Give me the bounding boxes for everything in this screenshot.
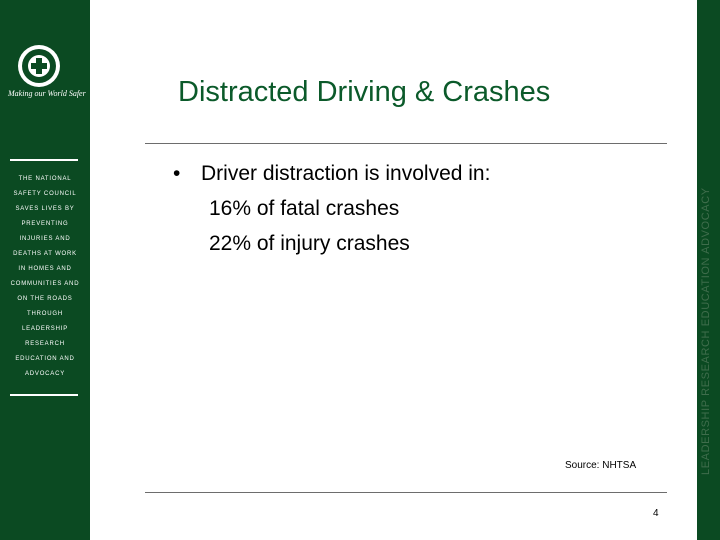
- vertical-tagline: LEADERSHIP RESEARCH EDUCATION ADVOCACY: [700, 187, 712, 475]
- footer-rule: [145, 492, 667, 493]
- sub-item-injury: 22% of injury crashes: [209, 232, 410, 255]
- bullet-dot-icon: •: [173, 162, 181, 185]
- mission-line: ON THE ROADS: [17, 296, 73, 302]
- mission-line: INJURIES AND: [19, 236, 71, 242]
- sidebar-divider-top: [10, 159, 78, 161]
- sub-item-fatal: 16% of fatal crashes: [209, 197, 400, 220]
- mission-line: PREVENTING: [21, 221, 69, 227]
- mission-line: SAFETY COUNCIL: [13, 191, 77, 197]
- mission-line: ADVOCACY: [24, 371, 66, 377]
- mission-line: EDUCATION AND: [15, 356, 75, 362]
- mission-line: SAVES LIVES BY: [15, 206, 75, 212]
- nsc-logo: [18, 45, 74, 87]
- bullet-item: [173, 162, 490, 186]
- page-number: 4: [653, 508, 659, 519]
- mission-line: THROUGH: [27, 311, 63, 317]
- nsc-seal-icon: [18, 45, 60, 87]
- slide-title: Distracted Driving & Crashes: [178, 76, 551, 108]
- tagline: Making our World Safer: [8, 89, 86, 98]
- bullet-text: Driver distraction is involved in:: [201, 162, 491, 185]
- mission-line: DEATHS AT WORK: [13, 251, 77, 257]
- mission-line: COMMUNITIES AND: [10, 281, 80, 287]
- mission-line: LEADERSHIP: [21, 326, 68, 332]
- mission-line: THE NATIONAL: [18, 176, 72, 182]
- source-note: Source: NHTSA: [565, 460, 637, 471]
- mission-line: RESEARCH: [25, 341, 65, 347]
- left-sidebar: [0, 0, 90, 540]
- title-rule: [145, 143, 667, 144]
- sidebar-divider-bottom: [10, 394, 78, 396]
- mission-line: IN HOMES AND: [18, 266, 72, 272]
